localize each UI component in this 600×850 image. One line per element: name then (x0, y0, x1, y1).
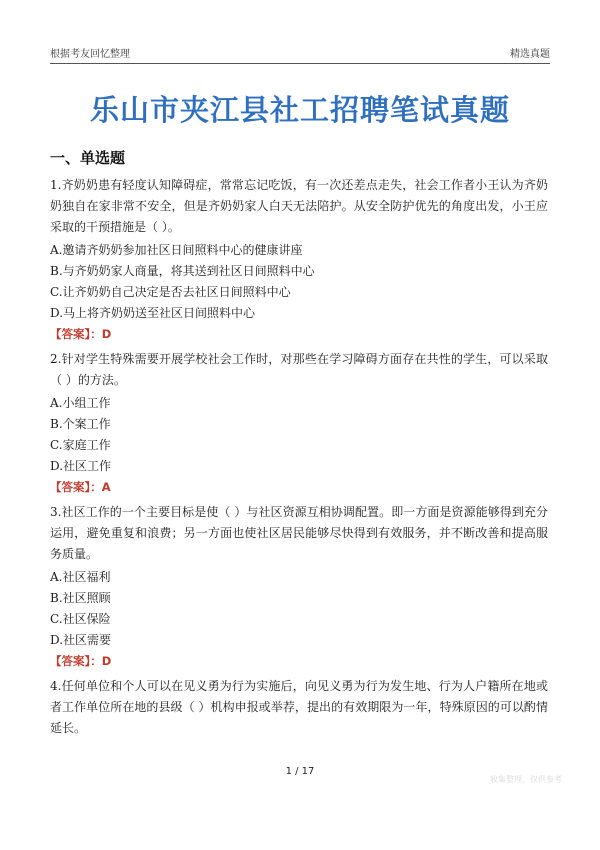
option-c: C.让齐奶奶自己决定是否去社区日间照料中心 (50, 285, 291, 299)
option-d: D.社区需要 (50, 633, 112, 647)
question-3 (50, 502, 548, 672)
page-number: 1 / 17 (285, 766, 315, 777)
question-list (50, 175, 548, 741)
option-b: B.与齐奶奶家人商量，将其送到社区日间照料中心 (50, 264, 315, 278)
header-right: 精选真题 (510, 49, 550, 60)
question-stem: 2.针对学生特殊需要开展学校社会工作时，对那些在学习障碍方面存在共性的学生，可以采取（ ）的方法。 (50, 352, 548, 387)
question-1 (50, 175, 548, 345)
answer: 【答案】：A (50, 480, 111, 494)
option-b: B.个案工作 (50, 417, 111, 431)
question-stem: 4.任何单位和个人可以在见义勇为行为实施后，向见义勇为行为发生地、行为人户籍所在地或者工作单位所在地的县级（ ）机构申报或举荐，提出的有效期限为一年，特殊原因的可以酌情延长。 (50, 679, 548, 735)
option-a: A.邀请齐奶奶参加社区日间照料中心的健康讲座 (50, 243, 303, 257)
option-c: C.社区保险 (50, 612, 111, 626)
header-left: 根据考友回忆整理 (50, 49, 130, 60)
question-stem: 3.社区工作的一个主要目标是使（ ）与社区资源互相协调配置。即一方面是资源能够得到充分运用，避免重复和浪费；另一方面也使社区居民能够尽快得到有效服务，并不断改善和提高服务质量。 (50, 505, 548, 561)
page-header (50, 40, 550, 64)
watermark: 收集整理，仅供参考 (490, 775, 562, 784)
answer: 【答案】：D (50, 654, 112, 668)
section-title: 一、单选题 (50, 149, 126, 167)
option-d: D.马上将齐奶奶送至社区日间照料中心 (50, 306, 256, 320)
option-b: B.社区照顾 (50, 591, 111, 605)
question-stem: 1.齐奶奶患有轻度认知障碍症，常常忘记吃饭，有一次还差点走失，社会工作者小王认为齐奶奶独自在家非常不安全，但是齐奶奶家人白天无法陪护。从安全防护优先的角度出发，小王应采取的干预措施是（ ）。 (50, 178, 548, 234)
option-d: D.社区工作 (50, 459, 112, 473)
option-c: C.家庭工作 (50, 438, 111, 452)
answer: 【答案】：D (50, 327, 112, 341)
page-title: 乐山市夹江县社工招聘笔试真题 (89, 93, 510, 127)
option-a: A.社区福利 (50, 570, 111, 584)
option-a: A.小组工作 (50, 396, 111, 410)
question-2 (50, 349, 548, 498)
question-4 (50, 676, 548, 739)
